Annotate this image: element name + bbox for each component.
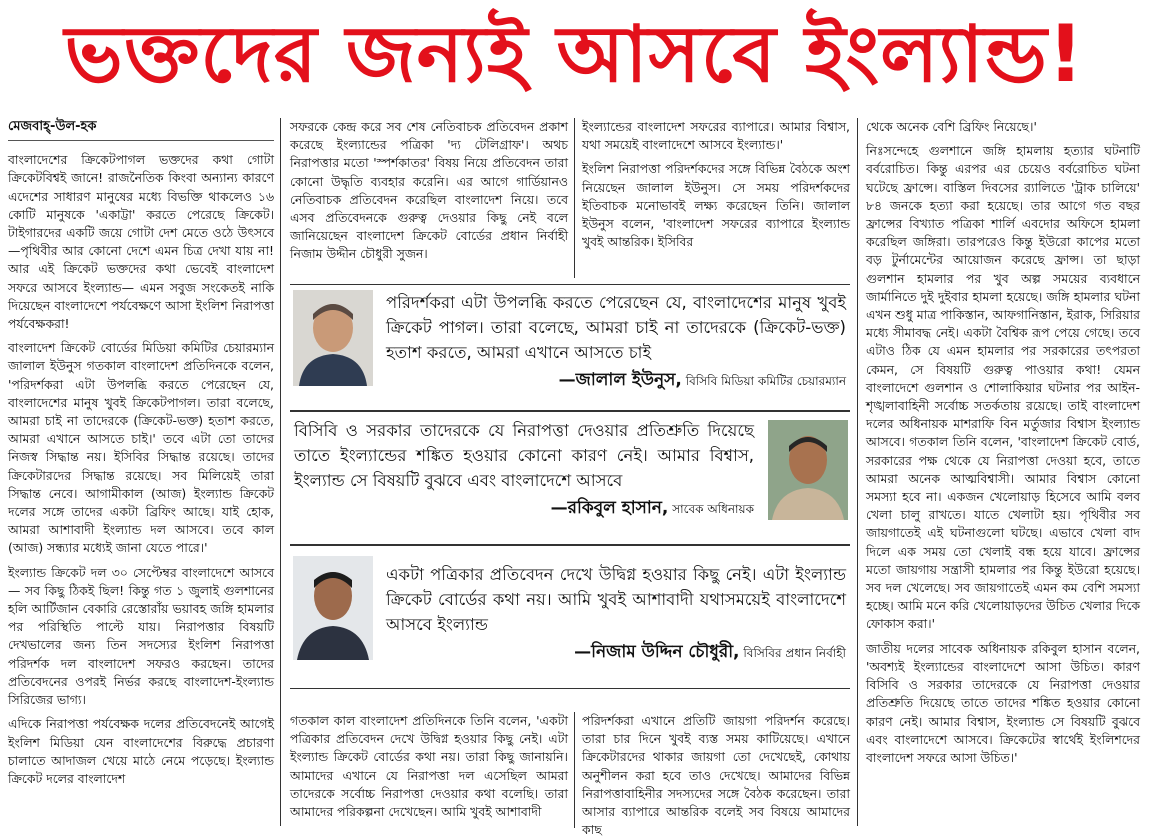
portrait-photo-rakibul-hasan xyxy=(768,420,848,520)
paragraph: ইংলিশ নিরাপত্তা পরিদর্শকদের সঙ্গে বিভিন্ন বৈঠকে অংশ নিয়েছেন জালাল ইউনুস। সে সময় পরিদর্শকদের ইতিবাচক মনোভাবই লক্ষ্য করেছেন তিনি। জালাল ইউনুস বলেন, 'বাংলাদেশ সফরের ব্যাপারে ইংল্যান্ড খুবই আন্তরিক। ইসিবির xyxy=(582,161,850,250)
column-divider xyxy=(574,118,575,278)
quote-text: পরিদর্শকরা এটা উপলব্ধি করতে পেরেছেন যে, বাংলাদেশের মানুষ খুবই ক্রিকেট পাগল। তারা বলেছে, আমরা চাই না তাদেরকে (ক্রিকেট-ভক্ত) হতাশ করতে, আমরা এখানে আসতে চাই xyxy=(386,293,846,362)
column-4 xyxy=(866,118,1140,826)
quote-divider xyxy=(290,544,850,546)
paragraph: বাংলাদেশের ক্রিকেটপাগল ভক্তদের কথা গোটা ক্রিকেটবিশ্বই জানে! রাজনৈতিক কিংবা অন্যান্য কারণে এদেশের সাধারণ মানুষের মধ্যে বিভক্তি থাকলেও ১৬ কোটি মানুষকে 'একাট্টা' করতে পেরেছে ক্রিকেট। টাইগারদের একটি জয়ে গোটা দেশ মেতে ওঠে উৎসবে—পৃথিবীর আর কোনো দেশে এমন চিত্র দেখা যায় না! আর এই ক্রিকেট ভক্তদের কথা ভেবেই বাংলাদেশ সফরে আসবে ইংল্যান্ড— এমন সবুজ সংকেতই নাকি দিয়েছেন বাংলাদেশে পর্যবেক্ষণে আসা ইংলিশ নিরাপত্তা পর্যবেক্ষকরা! xyxy=(8,152,274,332)
paragraph: গতকাল কাল বাংলাদেশ প্রতিদিনকে তিনি বলেন, 'একটা পত্রিকার প্রতিবেদন দেখে উদ্বিগ্ন হওয়ার কিছু নেই। এটা ইংল্যান্ড ক্রিকেট বোর্ডের কথা নয়। তারা কিছু জানায়নি। আমাদের এখানে যে নিরাপত্তা দল এসেছিল আমরা তাদেরকে সর্বোচ্চ নিরাপত্তা দেওয়ার কথা বলেছি। তারা আমাদের পরিকল্পনা দেখেছেন। আমি খুবই আশাবাদী xyxy=(290,713,568,820)
column-3-bottom xyxy=(582,712,850,838)
paragraph: সফরকে কেন্দ্র করে সব শেষ নেতিবাচক প্রতিবেদন প্রকাশ করেছে ইংল্যান্ডের পত্রিকা 'দ্য টেলিগ্রাফ'। অথচ নিরাপত্তার মতো 'স্পর্শকাতর' বিষয় নিয়ে প্রতিবেদন তারা কোনো উদ্ধৃতি ব্যবহার করেনি। এর আগে গার্ডিয়ানও নেতিবাচক প্রতিবেদন করেছিল বাংলাদেশ নিয়ে। তবে এসব প্রতিবেদনকে গুরুত্ব দেওয়ার কিছু নেই বলে জানিয়েছেন বাংলাদেশ ক্রিকেট বোর্ডের প্রধান নির্বাহী নিজাম উদ্দীন চৌধুরী সুজন। xyxy=(290,119,568,262)
byline: মেজবাহ্-উল-হক xyxy=(8,118,274,141)
quote-speaker: —নিজাম উদ্দিন চৌধুরী, xyxy=(574,642,740,662)
quote-divider xyxy=(290,284,850,285)
quote-speaker: —রকিবুল হাসান, xyxy=(550,498,669,518)
quote-role: সাবেক অধিনায়ক xyxy=(672,502,754,516)
quote-role: বিসিবি মিডিয়া কমিটির চেয়ারম্যান xyxy=(685,374,846,388)
quote-text: একটা পত্রিকার প্রতিবেদন দেখে উদ্বিগ্ন হওয়ার কিছু নেই। এটা ইংল্যান্ড ক্রিকেট বোর্ডের কথা নয়। আমি খুবই আশাবাদী যথাসময়েই বাংলাদেশে আসবে ইংল্যান্ড xyxy=(386,565,846,634)
paragraph: ইংল্যান্ড ক্রিকেট দল ৩০ সেপ্টেম্বর বাংলাদেশে আসবে— সব কিছু ঠিকই ছিল! কিন্তু গত ১ জুলাই গুলশানের হলি আর্টিজান বেকারি রেস্তোরাঁয় ভয়াবহ জঙ্গি হামলার পর পরিস্থিতি পাল্টে যায়। নিরাপত্তার বিষয়টি দেখভালের জন্য তিন সদস্যের ইংলিশ নিরাপত্তা পরিদর্শক দল বাংলাদেশ সফরও করছেন। তাদের প্রতিবেদনের ওপরই নির্ভর করছে বাংলাদেশ-ইংল্যান্ড সিরিজের ভাগ্য। xyxy=(8,564,274,708)
quote-divider xyxy=(290,688,850,689)
column-2-bottom xyxy=(290,712,568,828)
quote-text: বিসিবি ও সরকার তাদেরকে যে নিরাপত্তা দেওয়ার প্রতিশ্রুতি দিয়েছে তাতে ইংল্যান্ডের শঙ্কিত হওয়ার কোনো কারণ নেই। আমার বিশ্বাস, ইংল্যান্ড সে বিষয়টি বুঝবে এবং বাংলাদেশে আসবে xyxy=(294,421,754,490)
quote-attribution xyxy=(386,367,846,395)
paragraph: এদিকে নিরাপত্তা পর্যবেক্ষক দলের প্রতিবেদনেই আগেই ইংলিশ মিডিয়া যেন বাংলাদেশের বিরুদ্ধে প্রচারণা চালাতে আদাজল খেয়ে মাঠে নেমে পড়েছে। ইংল্যান্ড ক্রিকেট দলের বাংলাদেশ xyxy=(8,716,274,786)
column-1 xyxy=(8,118,274,826)
headline: ভক্তদের জন্যই আসবে ইংল্যান্ড! xyxy=(64,10,1085,100)
quote-role: বিসিবির প্রধান নির্বাহী xyxy=(743,646,846,660)
quote-attribution xyxy=(294,495,754,523)
quote-1 xyxy=(386,290,846,390)
paragraph: নিঃসন্দেহে গুলশানে জঙ্গি হামলায় হত্যার ঘটনাটি বর্বরোচিত। কিন্তু এরপর এর চেয়েও বর্বরোচিত ঘটনা ঘটেছে ফ্রান্সে। বাস্তিল দিবসের র‌্যালিতে 'ট্রাক চালিয়ে' ৮৪ জনকে হত্যা করা হয়েছে। তার আগে গত বছর ফ্রান্সের বিখ্যাত পত্রিকা শার্লি এবদোর অফিসে হামলা করেছিল জঙ্গিরা। তারপরেও কিন্তু ইউরো কাপের মতো বড় টুর্নামেন্টের আয়োজন করেছে ফ্রান্স। তা ছাড়া গুলশান হামলার পর খুব অল্প সময়ের ব্যবধানে জার্মানিতে দুই দুইবার হামলা হয়েছে। জঙ্গি হামলার ঘটনা এখন শুধু মাত্র পাকিস্তান, আফগানিস্তান, ইরাক, সিরিয়ার মধ্যে সীমাবদ্ধ নেই। একটা বৈশ্বিক রূপ পেয়ে গেছে। তবে এটাও ঠিক যে এমন হামলার পর সরকারের তৎপরতা কেমন, সে বিষয়টি গুরুত্ব পাওয়ার কথা! যেমন বাংলাদেশে গুলশান ও শোলাকিয়ার ঘটনার পর আইন-শৃঙ্খলাবাহিনী সর্বোচ্চ সতর্কতায় রয়েছে। তাই বাংলাদেশ দলের অধিনায়ক মাশরাফি বিন মর্তুজার বিশ্বাস ইংল্যান্ড আসবে। গতকাল তিনি বলেন, 'বাংলাদেশ ক্রিকেট বোর্ড, সরকারের পক্ষ থেকে যে নিরাপত্তা দেওয়া হবে, তাতে আমরা অনেক আত্মবিশ্বাসী। আমার বিশ্বাস কোনো সমস্যা হবে না। একজন খেলোয়াড় হিসেবে আমি বলব খেলা চালু রাখতে। যাতে খেলাটা হয়। পৃথিবীর সব জায়গাতেই এই ঘটনাগুলো ঘটছে। এভাবে খেলা বাদ দিলে এক সময় তো খেলাই বন্ধ হয়ে যাবে। ফ্রান্সের মতো জায়গায় সন্ত্রাসী হামলার পর কিন্তু ইউরো হয়েছে। সব দল খেলেছে। সব জায়গাতেই এমন কম বেশি সমস্যা হচ্ছে। আমি মনে করি খেলোয়াড়দের উচিত খেলার দিকে ফোকাস করা।' xyxy=(866,143,1140,632)
paragraph: থেকে অনেক বেশি ব্রিফিং নিয়েছে।' xyxy=(866,119,1037,134)
portrait-photo-jalal-yunus xyxy=(293,290,373,386)
quote-2 xyxy=(294,418,754,528)
paragraph: বাংলাদেশ ক্রিকেট বোর্ডের মিডিয়া কমিটির চেয়ারম্যান জালাল ইউনুস গতকাল বাংলাদেশ প্রতিদিনকে বলেন, 'পরিদর্শকরা এটা উপলব্ধি করতে পেরেছেন যে, বাংলাদেশের মানুষ খুবই ক্রিকেটপাগল। তারা বলেছে, আমরা চাই না তাদেরকে (ক্রিকেট-ভক্ত) হতাশ করতে, আমরা এখানে আসতে চাই।' তবে এটা তো তাদের নিজস্ব সিদ্ধান্ত নয়। ইসিবির সিদ্ধান্ত রয়েছে। তাদের ক্রিকেটারদের সিদ্ধান্ত রয়েছে। সব মিলিয়েই তারা সিদ্ধান্ত নেবে। আগামীকাল (আজ) ইংল্যান্ড ক্রিকেট দলের সঙ্গে তাদের একটা ব্রিফিং আছে। যাই হোক, আমরা আশাবাদী ইংল্যান্ড দল আসবে। তবে কাল (আজ) সন্ধ্যার মধ্যেই জানা যেতে পারে।' xyxy=(8,340,274,556)
column-2-top xyxy=(290,118,568,278)
quote-3 xyxy=(386,562,846,672)
column-3-top xyxy=(582,118,850,278)
column-divider xyxy=(857,118,858,826)
paragraph: জাতীয় দলের সাবেক অধিনায়ক রকিবুল হাসান বলেন, 'অবশ্যই ইংল্যান্ডের বাংলাদেশে আসা উচিত। কারণ বিসিবি ও সরকার তাদেরকে যে নিরাপত্তা দেওয়ার প্রতিশ্রুতি দিয়েছে তাতে তাদের শঙ্কিত হওয়ার কোনো কারণ নেই। আমার বিশ্বাস, ইংল্যান্ড সে বিষয়টি বুঝবে এবং বাংলাদেশে আসবে। ক্রিকেটের স্বার্থেই ইংলিশদের বাংলাদেশ সফরে আসা উচিত।' xyxy=(866,640,1140,765)
paragraph: ইংল্যান্ডের বাংলাদেশ সফরের ব্যাপারে। আমার বিশ্বাস, যথা সময়েই বাংলাদেশে আসবে ইংল্যান্ড।' xyxy=(582,119,850,153)
paragraph: পরিদর্শকরা এখানে প্রতিটি জায়গা পরিদর্শন করেছে। তারা চার দিনে খুবই ব্যস্ত সময় কাটিয়েছে। এখানে ক্রিকেটারদের থাকার জায়গা তো দেখেছেই, কোথায় অনুশীলন করা হবে তাও দেখেছে। আমাদের বিভিন্ন নিরাপত্তাবাহিনীর সদস্যদের সঙ্গে বৈঠক করেছেন। তারা আসার ব্যাপারে আন্তরিক বলেই সব বিষয়ে আমাদের কাছ xyxy=(582,713,850,838)
quote-speaker: —জালাল ইউনুস, xyxy=(558,370,682,390)
quote-divider xyxy=(290,410,850,412)
column-divider xyxy=(574,712,575,828)
quote-attribution xyxy=(386,639,846,667)
portrait-photo-nizam-uddin-chowdhury xyxy=(293,556,373,660)
column-divider xyxy=(280,118,281,826)
